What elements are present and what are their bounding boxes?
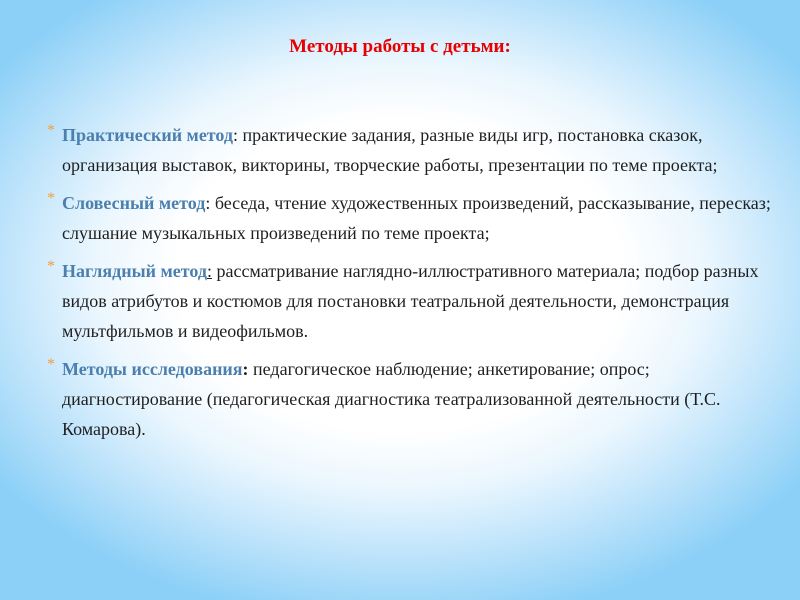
method-description: практические задания, разные виды игр, постановка сказок, организация выставок, викторины, творческие работы, презентации по теме проекта; bbox=[62, 125, 718, 175]
slide-title: Методы работы с детьми: bbox=[289, 36, 511, 57]
method-separator: : bbox=[242, 359, 249, 379]
asterisk-bullet-icon: * bbox=[47, 190, 55, 207]
method-separator: : bbox=[206, 261, 212, 281]
method-label: Методы исследования bbox=[62, 359, 243, 379]
method-separator: : bbox=[205, 193, 211, 213]
list-item-visual-method bbox=[47, 256, 787, 346]
asterisk-bullet-icon: * bbox=[47, 122, 55, 139]
list-item-research-methods bbox=[47, 354, 787, 444]
methods-list bbox=[47, 120, 787, 452]
method-description: рассматривание наглядно-иллюстративного материала; подбор разных видов атрибутов и костюмов для постановки театральной деятельности, демонстрация мультфильмов и видеофильмов. bbox=[62, 261, 759, 341]
method-label: Практический метод bbox=[62, 125, 233, 145]
asterisk-bullet-icon: * bbox=[47, 258, 55, 275]
method-label: Словесный метод bbox=[62, 193, 206, 213]
method-description: педагогическое наблюдение; анкетирование; опрос; диагностирование (педагогическая диагностика театрализованной деятельности (Т.С. Комарова). bbox=[62, 359, 721, 439]
list-item-verbal-method bbox=[47, 188, 787, 248]
list-item-practical-method bbox=[47, 120, 787, 180]
method-separator: : bbox=[233, 125, 239, 145]
method-description: беседа, чтение художественных произведений, рассказывание, пересказ; слушание музыкальных произведений по теме проекта; bbox=[62, 193, 771, 243]
asterisk-bullet-icon: * bbox=[47, 356, 55, 373]
method-label: Наглядный метод bbox=[62, 261, 207, 281]
